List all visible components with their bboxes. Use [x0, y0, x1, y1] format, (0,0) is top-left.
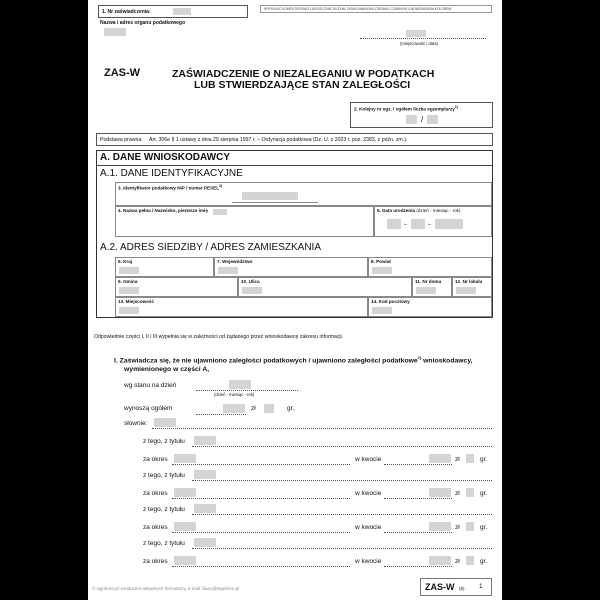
stan-date-value[interactable] — [229, 380, 251, 389]
tytul-label: z tego, z tytułu — [143, 472, 185, 479]
kwota-gr-value[interactable] — [466, 556, 474, 565]
birth-dash-2: – — [428, 222, 432, 228]
apartment-field[interactable] — [452, 277, 492, 297]
kwota-gr-value[interactable] — [466, 454, 474, 463]
nip-baseline — [232, 202, 318, 203]
tytul-value[interactable] — [194, 436, 216, 445]
kwota-line — [384, 464, 452, 465]
kwota-zl: zł — [455, 524, 460, 531]
tytul-value[interactable] — [194, 470, 216, 479]
organ-value[interactable] — [104, 28, 126, 36]
parts-note: Odpowiednie części I, II i III wypełnia się w zależności od żądanego przez wnioskodawcę zakresu informacji. — [94, 334, 344, 340]
slownie-label: słownie: — [124, 420, 148, 427]
commune-field[interactable] — [115, 277, 238, 297]
kwota-gr-value[interactable] — [466, 488, 474, 497]
kolejny-value-2 — [427, 115, 438, 124]
form-title-2: LUB STWIERDZAJĄCE STAN ZALEGŁOŚCI — [194, 79, 411, 91]
kwota-gr: gr. — [480, 558, 488, 565]
kwota-label: w kwocie — [355, 558, 382, 565]
nip-sup: 2) — [219, 184, 223, 188]
tytul-line — [192, 548, 492, 549]
okres-label: za okres — [143, 558, 168, 565]
name-value — [213, 209, 227, 215]
place-date-value — [406, 30, 426, 37]
part-i-heading-2: wymienionego w części A, — [124, 366, 210, 373]
kwota-zl-value[interactable] — [429, 488, 451, 497]
kwota-line — [384, 566, 452, 567]
section-a-title: A. DANE WNIOSKODAWCY — [100, 152, 230, 163]
street-label: 10. Ulica — [241, 279, 260, 284]
tytul-label: z tego, z tytułu — [143, 506, 185, 513]
nip-label-text: 3. Identyfikator podatkowy NIP / numer PESEL — [118, 185, 219, 191]
house-number-value — [416, 287, 436, 294]
fill-instruction: WYPEŁNIĆ KOMPUTEROWO LUB RĘCZNIE DUŻYMI, DRUKOWANYMI LITERAMI, CZARNYM LUB NIEBIESKIM KOLOREM — [264, 7, 452, 11]
footer-version: (6) — [459, 586, 465, 591]
birth-date-hint: (dzień - miesiąc - rok) — [416, 208, 461, 213]
okres-line — [172, 532, 350, 533]
name-label: 4. Nazwa pełna / Nazwisko, pierwsze imię — [118, 208, 208, 213]
wynosza-zl: zł — [251, 405, 256, 412]
postcode-field[interactable] — [368, 297, 492, 317]
birth-date-label — [377, 208, 461, 213]
part-i-heading-sup: 2) — [417, 355, 422, 360]
country-label: 6. Kraj — [118, 259, 133, 264]
kolejny-slash: / — [421, 115, 424, 124]
country-value — [119, 267, 139, 274]
birth-day — [387, 219, 401, 229]
footer-credit: © signform.pl: producent aktywnych formularzy, e-mail: biuro@signform.pl — [92, 586, 240, 591]
birth-date-text: 5. Data urodzenia — [377, 208, 416, 213]
apartment-label: 12. Nr lokalu — [455, 279, 483, 284]
voivodeship-label: 7. Województwo — [217, 259, 253, 264]
form-title-1: ZAŚWIADCZENIE O NIEZALEGANIU W PODATKACH — [172, 68, 435, 80]
birth-dash-1: – — [404, 222, 408, 228]
okres-value[interactable] — [174, 522, 196, 531]
footer-code-box — [420, 578, 492, 596]
kwota-zl: zł — [455, 456, 460, 463]
footer-page: 1 — [479, 583, 483, 590]
kwota-zl-value[interactable] — [429, 556, 451, 565]
slownie-value[interactable] — [154, 418, 176, 427]
legal-basis — [96, 133, 493, 146]
wynosza-zl-value[interactable] — [223, 404, 245, 413]
tytul-line — [192, 514, 492, 515]
nr-field[interactable] — [98, 5, 248, 18]
place-date-line[interactable] — [360, 38, 486, 39]
stan-label: wg stanu na dzień — [124, 382, 177, 389]
place-date-hint: (miejscowość i data) — [400, 41, 438, 46]
kwota-label: w kwocie — [355, 524, 382, 531]
birth-year — [435, 219, 463, 229]
okres-label: za okres — [143, 456, 168, 463]
kwota-gr: gr. — [480, 524, 488, 531]
kwota-zl-value[interactable] — [429, 454, 451, 463]
section-a-rule — [97, 165, 492, 166]
city-value — [119, 307, 139, 314]
commune-value — [119, 287, 139, 294]
kolejny-sup: 1) — [454, 105, 458, 109]
stan-date-line — [196, 390, 298, 391]
wynosza-gr: gr, — [287, 405, 295, 412]
tytul-label: z tego, z tytułu — [143, 438, 185, 445]
part-i-heading-tail: wnioskodawcy, — [423, 357, 473, 365]
kwota-zl: zł — [455, 490, 460, 497]
kolejny-label — [354, 105, 458, 112]
form-page — [88, 0, 502, 600]
okres-line — [172, 566, 350, 567]
postcode-label: 14. Kod pocztowy — [371, 299, 410, 304]
voivodeship-value — [218, 267, 238, 274]
postcode-value — [372, 307, 392, 314]
stan-date-hint: (dzień - miesiąc - rok) — [214, 392, 255, 397]
nr-label: 1. Nr zaświadczenia: — [102, 9, 151, 15]
voivodeship-field[interactable] — [214, 257, 368, 277]
section-a — [96, 150, 493, 318]
house-number-label: 11. Nr domu — [415, 279, 442, 284]
kwota-zl-value[interactable] — [429, 522, 451, 531]
kwota-label: w kwocie — [355, 456, 382, 463]
footer-code: ZAS-W — [425, 582, 455, 592]
nr-value — [173, 8, 191, 15]
country-field[interactable] — [115, 257, 214, 277]
kolejny-box[interactable] — [350, 102, 493, 128]
kolejny-text: 2. Kolejny nr egz. / ogółem liczba egzemplarzy — [354, 106, 455, 112]
nip-value — [242, 192, 298, 200]
kwota-gr: gr. — [480, 490, 488, 497]
a1-title: A.1. DANE IDENTYFIKACYJNE — [100, 168, 243, 179]
kwota-line — [384, 498, 452, 499]
wynosza-label: wynoszą ogółem — [124, 405, 173, 412]
city-label: 13. Miejscowość — [118, 299, 155, 304]
legal-label: Podstawa prawna: — [100, 137, 143, 143]
form-code: ZAS-W — [104, 67, 141, 79]
legal-text: Art. 306e § 1 ustawy z dnia 29 sierpnia 1997 r. – Ordynacja podatkowa (Dz. U. z 2023 r. poz. 2383, z późn. zm.). — [149, 137, 408, 143]
street-field[interactable] — [238, 277, 412, 297]
okres-value[interactable] — [174, 454, 196, 463]
wynosza-zl-line — [196, 414, 246, 415]
okres-value[interactable] — [174, 556, 196, 565]
nip-field[interactable] — [115, 182, 492, 206]
district-label: 8. Powiat — [371, 259, 391, 264]
street-value — [242, 287, 262, 294]
part-i-heading-1 — [114, 355, 472, 364]
kolejny-value-1 — [406, 115, 417, 124]
okres-label: za okres — [143, 490, 168, 497]
slownie-line — [152, 428, 492, 429]
kwota-line — [384, 532, 452, 533]
a2-title: A.2. ADRES SIEDZIBY / ADRES ZAMIESZKANIA — [100, 242, 321, 253]
okres-line — [172, 498, 350, 499]
part-i-heading-text: I. Zaświadcza się, że nie ujawniono zaległości podatkowych / ujawniono zaległości podatkowe — [114, 357, 418, 365]
tytul-value[interactable] — [194, 538, 216, 547]
commune-label: 9. Gmina — [118, 279, 138, 284]
apartment-value — [456, 287, 476, 294]
city-field[interactable] — [115, 297, 368, 317]
kwota-gr-value[interactable] — [466, 522, 474, 531]
tytul-value[interactable] — [194, 504, 216, 513]
tytul-label: z tego, z tytułu — [143, 540, 185, 547]
birth-date-field[interactable] — [374, 206, 492, 237]
kwota-label: w kwocie — [355, 490, 382, 497]
house-number-field[interactable] — [412, 277, 452, 297]
okres-value[interactable] — [174, 488, 196, 497]
tytul-line — [192, 446, 492, 447]
district-field[interactable] — [368, 257, 492, 277]
okres-line — [172, 464, 350, 465]
okres-label: za okres — [143, 524, 168, 531]
fill-instruction-box — [260, 5, 492, 13]
kwota-gr: gr. — [480, 456, 488, 463]
district-value — [372, 267, 392, 274]
birth-month — [411, 219, 425, 229]
organ-label: Nazwa i adres organu podatkowego — [100, 20, 186, 26]
kwota-zl: zł — [455, 558, 460, 565]
wynosza-gr-value[interactable] — [264, 404, 274, 413]
nip-label — [118, 184, 222, 191]
name-field[interactable] — [115, 206, 374, 237]
tytul-line — [192, 480, 492, 481]
